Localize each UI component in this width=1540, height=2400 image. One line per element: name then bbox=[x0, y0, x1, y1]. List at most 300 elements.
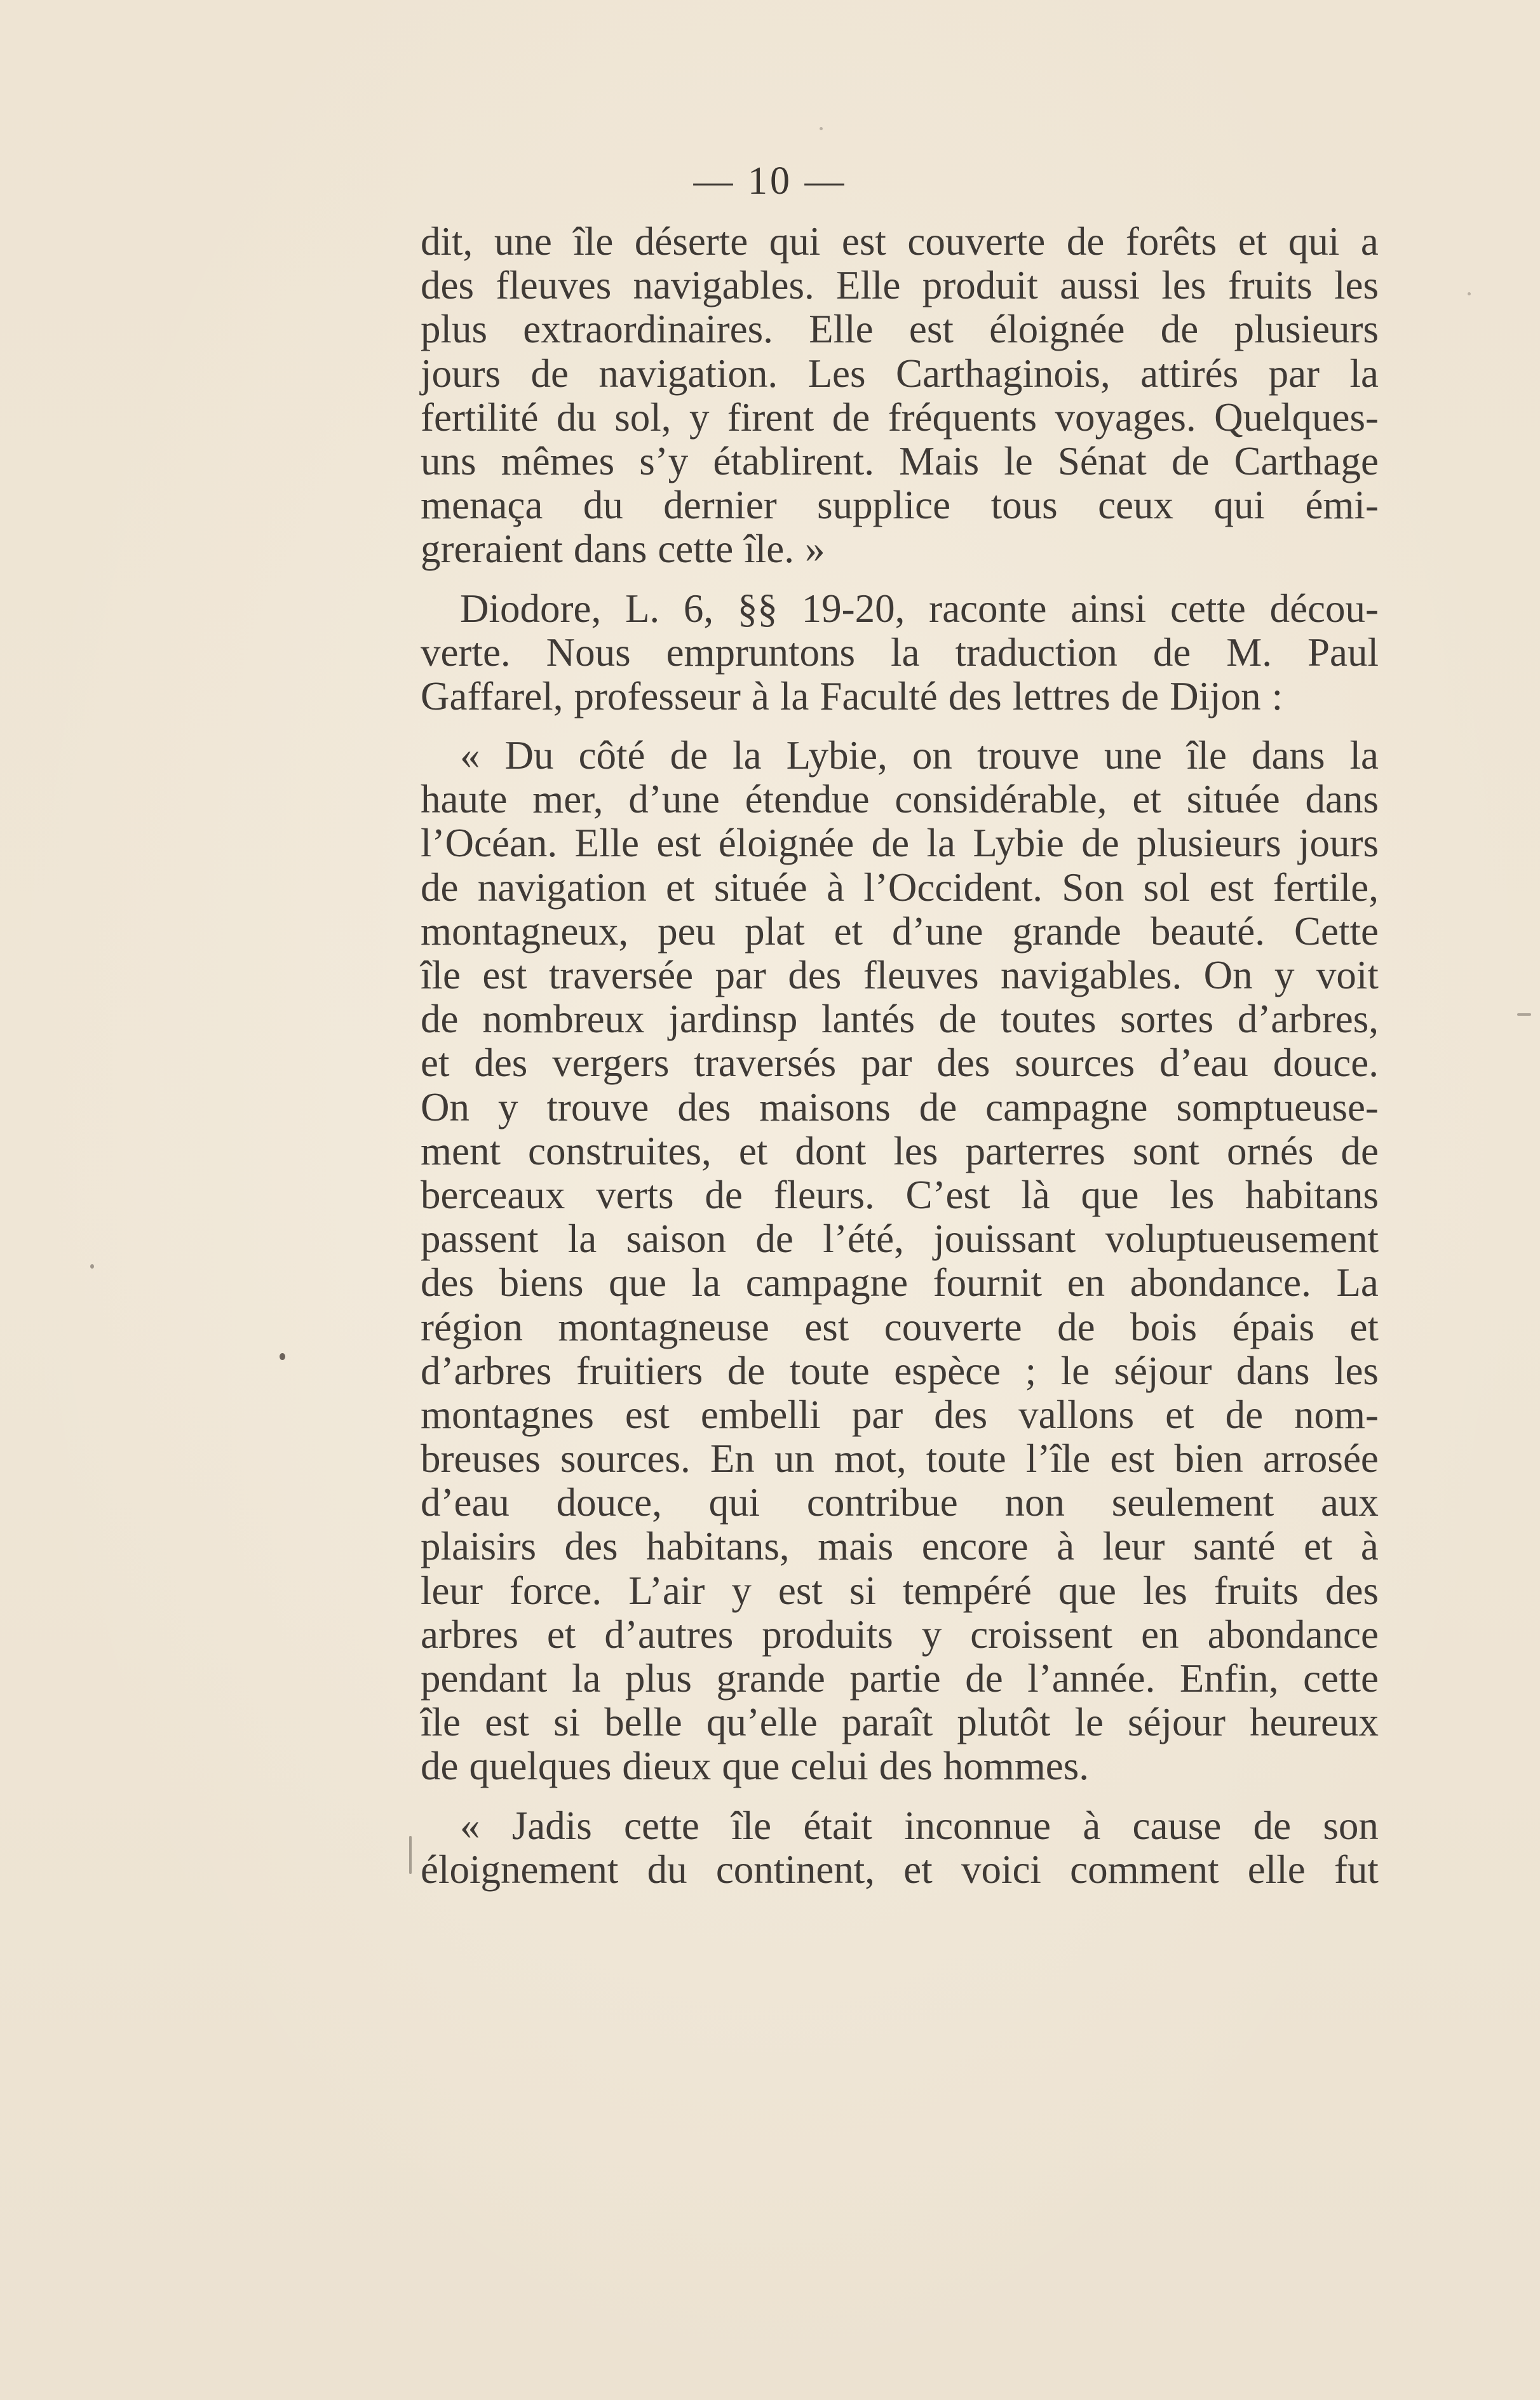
word: aussi bbox=[1060, 263, 1140, 308]
word: cette bbox=[1170, 586, 1246, 631]
text-line bbox=[421, 1173, 1379, 1217]
word: plusieurs bbox=[1137, 821, 1281, 866]
paper-speck bbox=[1517, 1013, 1531, 1016]
word: non bbox=[1004, 1480, 1065, 1525]
word: était bbox=[803, 1803, 872, 1848]
word: en bbox=[1067, 1260, 1105, 1305]
text-line bbox=[421, 527, 1379, 571]
word: Sénat bbox=[1057, 438, 1147, 483]
word: le bbox=[1074, 1700, 1104, 1745]
word: fruitiers bbox=[576, 1348, 703, 1393]
word: et bbox=[666, 865, 695, 910]
word: maisons bbox=[759, 1084, 891, 1129]
text-line bbox=[421, 1393, 1379, 1437]
word: que bbox=[609, 1260, 667, 1305]
word: fruits bbox=[1227, 263, 1313, 308]
word: aux bbox=[1320, 1480, 1379, 1525]
word: Cette bbox=[1294, 908, 1379, 954]
word: on bbox=[912, 733, 952, 778]
word: navigables. bbox=[1001, 953, 1182, 997]
word: seulement bbox=[1111, 1480, 1274, 1525]
word: fertile, bbox=[1273, 865, 1379, 910]
word: menaça bbox=[421, 483, 543, 528]
word: mais bbox=[818, 1524, 894, 1569]
word: d’eau bbox=[421, 1480, 510, 1525]
word: île. bbox=[744, 527, 794, 572]
word: de bbox=[421, 865, 459, 910]
word: elle bbox=[1247, 1847, 1306, 1892]
word: émi- bbox=[1305, 483, 1379, 528]
word: que bbox=[1081, 1172, 1139, 1217]
word: Diodore, bbox=[460, 586, 602, 631]
word: heureux bbox=[1250, 1700, 1379, 1745]
word: de bbox=[1081, 821, 1119, 866]
word: contribue bbox=[806, 1480, 958, 1525]
word: côté bbox=[578, 733, 645, 778]
text-line bbox=[421, 307, 1379, 351]
word: à bbox=[827, 865, 845, 910]
word: y bbox=[497, 1084, 518, 1129]
word: jardinsp bbox=[668, 997, 798, 1042]
word: jours bbox=[421, 351, 501, 396]
word: le bbox=[1060, 1348, 1090, 1393]
word: plat bbox=[745, 908, 805, 954]
text-line bbox=[421, 821, 1379, 865]
word: : bbox=[1271, 673, 1283, 718]
word: leur bbox=[421, 1568, 483, 1613]
word: montagnes bbox=[421, 1392, 594, 1437]
word: couverte bbox=[884, 1304, 1022, 1349]
text-line bbox=[421, 1041, 1379, 1085]
word: parterres bbox=[965, 1128, 1105, 1173]
word: mêmes bbox=[501, 438, 615, 483]
word: tous bbox=[990, 483, 1058, 528]
text-line bbox=[421, 1701, 1379, 1744]
word: Elle bbox=[809, 307, 874, 352]
word: ment bbox=[421, 1128, 501, 1173]
word: greraient bbox=[421, 527, 563, 572]
word: des bbox=[677, 1084, 731, 1129]
word: située bbox=[713, 865, 807, 910]
paper-speck bbox=[820, 127, 823, 130]
word: mer, bbox=[532, 777, 604, 822]
word: d’une bbox=[892, 908, 983, 954]
word: M. bbox=[1226, 630, 1273, 675]
word: attirés bbox=[1140, 351, 1239, 396]
word: On bbox=[421, 1084, 469, 1129]
word: y bbox=[689, 394, 710, 440]
word: Lybie bbox=[973, 821, 1064, 866]
text-line bbox=[421, 1305, 1379, 1349]
word: fournit bbox=[933, 1260, 1043, 1305]
word: abondance bbox=[1207, 1612, 1379, 1657]
word: L’air bbox=[628, 1568, 705, 1613]
word: de bbox=[1160, 307, 1199, 352]
word: de bbox=[421, 1744, 459, 1789]
word: dans bbox=[1305, 777, 1379, 822]
word: est bbox=[656, 821, 701, 866]
word: vallons bbox=[1018, 1392, 1135, 1437]
word: montagneuse bbox=[558, 1304, 769, 1349]
word: breuses bbox=[421, 1436, 541, 1481]
word: couverte bbox=[907, 219, 1046, 264]
word: déserte bbox=[634, 219, 748, 264]
word: traversée bbox=[548, 953, 694, 997]
word: 19-20, bbox=[801, 586, 905, 631]
word: l’Océan. bbox=[421, 821, 558, 866]
word: l’Occident. bbox=[863, 865, 1043, 910]
word: île bbox=[421, 953, 461, 997]
word: séjour bbox=[1114, 1348, 1212, 1393]
word: d’eau bbox=[1159, 1041, 1248, 1086]
word: de bbox=[727, 1348, 766, 1393]
word: bien bbox=[1174, 1436, 1243, 1481]
word: nom- bbox=[1294, 1392, 1379, 1437]
word: habitans, bbox=[645, 1524, 790, 1569]
text-line bbox=[421, 587, 1379, 631]
word: L. bbox=[625, 586, 660, 631]
word: inconnue bbox=[904, 1803, 1051, 1848]
text-line bbox=[421, 1481, 1379, 1525]
text-line bbox=[421, 1217, 1379, 1261]
word: de bbox=[705, 1172, 743, 1217]
word: des bbox=[564, 1524, 618, 1569]
text-line bbox=[421, 396, 1379, 440]
word: mot, bbox=[834, 1436, 907, 1481]
text-line bbox=[421, 483, 1379, 527]
word: éloignée bbox=[989, 307, 1125, 352]
word: du bbox=[647, 1847, 687, 1892]
word: dans bbox=[1251, 733, 1325, 778]
word: du bbox=[556, 394, 597, 440]
word: étendue bbox=[745, 777, 870, 822]
word: les bbox=[1161, 263, 1206, 308]
word: de bbox=[1152, 630, 1191, 675]
word: des bbox=[788, 953, 842, 997]
word: trouve bbox=[546, 1084, 649, 1129]
word: y bbox=[921, 1612, 942, 1657]
word: encore bbox=[921, 1524, 1029, 1569]
text-line bbox=[421, 734, 1379, 778]
word: voici bbox=[961, 1847, 1041, 1892]
text-line bbox=[421, 1613, 1379, 1657]
word: verte. bbox=[421, 630, 511, 675]
text-line bbox=[421, 954, 1379, 997]
word: par bbox=[851, 1392, 903, 1437]
word: plus bbox=[625, 1656, 692, 1701]
word: est bbox=[841, 219, 886, 264]
word: et bbox=[738, 1128, 768, 1173]
word: » bbox=[804, 527, 825, 572]
word: ceux bbox=[1098, 483, 1174, 528]
word: des bbox=[474, 1041, 528, 1086]
word: Paul bbox=[1307, 630, 1379, 675]
word: grande bbox=[716, 1656, 825, 1701]
word: traduction bbox=[955, 630, 1118, 675]
word: fertilité bbox=[421, 394, 539, 440]
word: de bbox=[670, 733, 708, 778]
word: produit bbox=[922, 263, 1038, 308]
text-line bbox=[421, 1086, 1379, 1129]
word: de bbox=[530, 351, 569, 396]
word: et bbox=[903, 1847, 933, 1892]
word: éloignée bbox=[718, 821, 854, 866]
text-line bbox=[421, 1657, 1379, 1701]
word: lettres bbox=[1012, 673, 1111, 718]
word: Enfin, bbox=[1179, 1656, 1279, 1701]
word: de bbox=[1253, 1803, 1292, 1848]
word: Carthaginois, bbox=[896, 351, 1111, 396]
word: d’arbres, bbox=[1237, 997, 1379, 1042]
word: leur bbox=[1102, 1524, 1165, 1569]
word: biens bbox=[499, 1260, 584, 1305]
word: la bbox=[780, 673, 809, 718]
word: un bbox=[774, 1436, 814, 1481]
word: fruits bbox=[1213, 1568, 1299, 1613]
word: pendant bbox=[421, 1656, 548, 1701]
word: épais bbox=[1232, 1304, 1314, 1349]
word: Elle bbox=[836, 263, 901, 308]
word: sources. bbox=[560, 1436, 691, 1481]
word: de bbox=[1341, 1128, 1379, 1173]
word: Faculté bbox=[820, 673, 938, 718]
word: Lybie, bbox=[786, 733, 888, 778]
word: région bbox=[421, 1304, 523, 1349]
word: par bbox=[715, 953, 766, 997]
word: supplice bbox=[817, 483, 951, 528]
word: d’une bbox=[628, 777, 720, 822]
word: cette bbox=[1303, 1656, 1379, 1701]
word: de bbox=[832, 394, 870, 440]
word: Carthage bbox=[1234, 438, 1379, 483]
word: extraordinaires. bbox=[523, 307, 773, 352]
word: nombreux bbox=[482, 997, 645, 1042]
word: île bbox=[1186, 733, 1227, 778]
word: cette bbox=[658, 527, 734, 572]
word: haute bbox=[421, 777, 508, 822]
word: fleuves bbox=[863, 953, 979, 997]
word: voit bbox=[1316, 953, 1379, 997]
word: de bbox=[1121, 673, 1159, 718]
word: paraît bbox=[841, 1700, 933, 1745]
word: si bbox=[849, 1568, 876, 1613]
word: peu bbox=[658, 908, 716, 954]
word: des bbox=[936, 1041, 990, 1086]
word: est bbox=[908, 307, 954, 352]
word: quelques bbox=[469, 1744, 612, 1789]
word: et bbox=[1303, 1524, 1333, 1569]
word: et bbox=[1165, 1392, 1194, 1437]
word: les bbox=[1334, 1348, 1379, 1393]
word: plus bbox=[421, 307, 488, 352]
word: vergers bbox=[552, 1041, 670, 1086]
paper-speck bbox=[409, 1836, 412, 1874]
text-line bbox=[421, 1848, 1379, 1892]
word: d’arbres bbox=[421, 1348, 552, 1393]
text-line bbox=[421, 264, 1379, 307]
word: berceaux bbox=[421, 1172, 565, 1217]
word: arrosée bbox=[1263, 1436, 1379, 1481]
word: de bbox=[919, 1084, 957, 1129]
word: firent bbox=[727, 394, 814, 440]
text-line bbox=[421, 352, 1379, 396]
word: la bbox=[571, 1656, 601, 1701]
word: dont bbox=[795, 1128, 867, 1173]
word: des bbox=[1325, 1568, 1379, 1613]
word: en bbox=[1141, 1612, 1179, 1657]
word: de bbox=[1066, 219, 1105, 264]
word: considérable, bbox=[895, 777, 1107, 822]
word: toute bbox=[926, 1436, 1006, 1481]
word: 6, bbox=[683, 586, 714, 631]
word: une bbox=[1104, 733, 1162, 778]
word: dit, bbox=[421, 219, 473, 264]
word: éloignement bbox=[421, 1847, 619, 1892]
word: voyages. bbox=[1055, 394, 1196, 440]
word: établirent. bbox=[713, 438, 874, 483]
word: séjour bbox=[1128, 1700, 1226, 1745]
word: l’île bbox=[1025, 1436, 1091, 1481]
word: de bbox=[1171, 438, 1210, 483]
word: force. bbox=[510, 1568, 602, 1613]
word: qui bbox=[769, 219, 821, 264]
word: est bbox=[1209, 865, 1254, 910]
word: produits bbox=[762, 1612, 893, 1657]
paper-speck bbox=[90, 1264, 94, 1269]
word: trouve bbox=[976, 733, 1079, 778]
word: plusieurs bbox=[1234, 307, 1379, 352]
paper-speck bbox=[1468, 292, 1471, 295]
word: des bbox=[421, 263, 474, 308]
word: beauté. bbox=[1150, 908, 1266, 954]
word: les bbox=[893, 1128, 938, 1173]
word: bois bbox=[1130, 1304, 1198, 1349]
word: dieux bbox=[622, 1744, 712, 1789]
word: partie bbox=[849, 1656, 941, 1701]
word: est bbox=[485, 1700, 530, 1745]
word: est bbox=[482, 953, 527, 997]
word: est bbox=[778, 1568, 823, 1613]
word: plaisirs bbox=[421, 1524, 536, 1569]
word: verts bbox=[596, 1172, 674, 1217]
word: Mais bbox=[899, 438, 980, 483]
word: est bbox=[625, 1392, 670, 1437]
word: tempéré bbox=[903, 1568, 1032, 1613]
word: une bbox=[494, 219, 552, 264]
word: la bbox=[926, 821, 956, 866]
text-line bbox=[421, 675, 1379, 718]
word: île bbox=[731, 1803, 772, 1848]
text-line bbox=[421, 440, 1379, 483]
word: santé bbox=[1192, 1524, 1276, 1569]
text-line bbox=[421, 1804, 1379, 1848]
word: les bbox=[1334, 263, 1379, 308]
word: embelli bbox=[700, 1392, 821, 1437]
word: l’année. bbox=[1027, 1656, 1156, 1701]
word: §§ bbox=[737, 586, 778, 631]
text-line bbox=[421, 1437, 1379, 1481]
word: d’autres bbox=[604, 1612, 734, 1657]
word: située bbox=[1186, 777, 1280, 822]
word: qu’elle bbox=[706, 1700, 818, 1745]
text-line bbox=[421, 910, 1379, 954]
word: ornés bbox=[1226, 1128, 1314, 1173]
word: de bbox=[938, 997, 977, 1042]
word: navigation bbox=[477, 865, 647, 910]
word: de bbox=[421, 997, 459, 1042]
text-line bbox=[421, 997, 1379, 1041]
word: et bbox=[1349, 1304, 1379, 1349]
word: dans bbox=[573, 527, 647, 572]
word: des bbox=[948, 673, 1002, 718]
text-line bbox=[421, 778, 1379, 821]
word: et bbox=[546, 1612, 576, 1657]
word: si bbox=[553, 1700, 581, 1745]
word: voluptueusement bbox=[1105, 1217, 1379, 1262]
word: sol bbox=[1143, 865, 1191, 910]
word: est bbox=[804, 1304, 849, 1349]
word: est bbox=[1110, 1436, 1155, 1481]
word: et bbox=[421, 1041, 450, 1086]
word: continent, bbox=[715, 1847, 875, 1892]
word: île bbox=[573, 219, 614, 264]
word: à bbox=[751, 673, 769, 718]
word: jours bbox=[1299, 821, 1379, 866]
word: des bbox=[934, 1392, 988, 1437]
word: à bbox=[1083, 1803, 1101, 1848]
word: navigation. bbox=[598, 351, 778, 396]
word: Dijon bbox=[1170, 673, 1261, 718]
text-line bbox=[421, 1349, 1379, 1393]
word: par bbox=[861, 1041, 912, 1086]
word: toute bbox=[789, 1348, 870, 1393]
word: En bbox=[710, 1436, 755, 1481]
text-line bbox=[421, 1569, 1379, 1613]
word: sources bbox=[1015, 1041, 1135, 1086]
text-line bbox=[421, 220, 1379, 264]
word: dans bbox=[1236, 1348, 1310, 1393]
word: fut bbox=[1334, 1847, 1379, 1892]
word: saison bbox=[626, 1217, 727, 1262]
word: Elle bbox=[574, 821, 639, 866]
word: Nous bbox=[546, 630, 631, 675]
word: des bbox=[421, 1260, 474, 1305]
word: La bbox=[1336, 1260, 1379, 1305]
word: « bbox=[460, 733, 480, 778]
word: traversés bbox=[694, 1041, 837, 1086]
word: Quelques- bbox=[1214, 394, 1379, 440]
word: Les bbox=[807, 351, 866, 396]
word: plutôt bbox=[957, 1700, 1051, 1745]
word: la bbox=[1349, 351, 1379, 396]
word: professeur bbox=[574, 673, 741, 718]
word: raconte bbox=[929, 586, 1047, 631]
word: la bbox=[691, 1260, 721, 1305]
word: arbres bbox=[421, 1612, 518, 1657]
word: Son bbox=[1062, 865, 1125, 910]
word: lantés bbox=[821, 997, 915, 1042]
word: campagne bbox=[985, 1084, 1148, 1129]
word: décou- bbox=[1269, 586, 1379, 631]
word: forêts bbox=[1125, 219, 1217, 264]
word: comment bbox=[1070, 1847, 1219, 1892]
word: navigables. bbox=[633, 263, 814, 308]
body-text bbox=[421, 220, 1379, 1892]
word: toutes bbox=[1000, 997, 1097, 1042]
word: par bbox=[1268, 351, 1320, 396]
word: Jadis bbox=[511, 1803, 592, 1848]
word: la bbox=[567, 1217, 597, 1262]
